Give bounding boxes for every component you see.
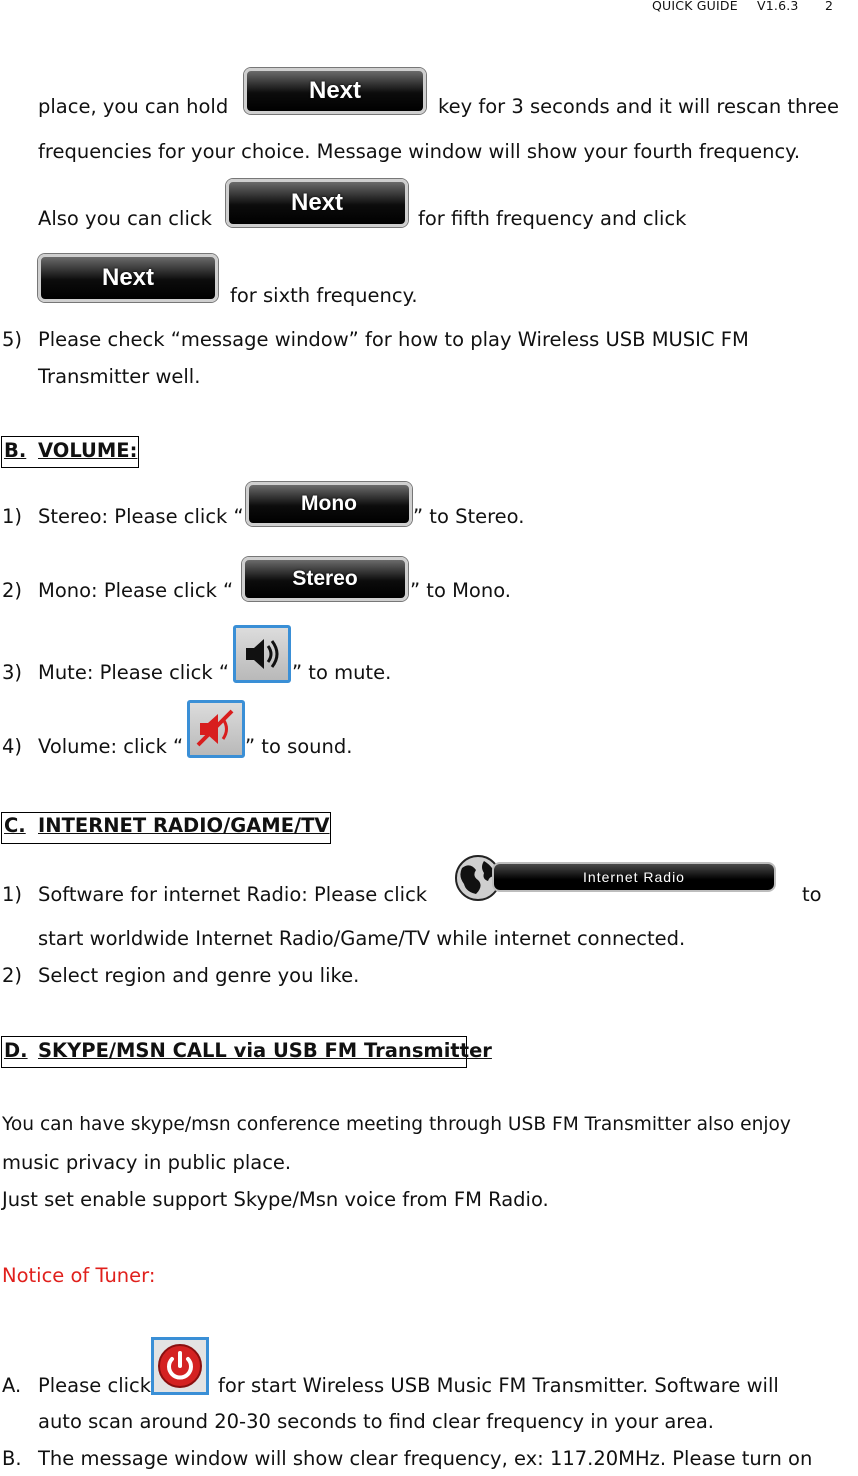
intro-line3-start: Also you can click	[38, 207, 212, 230]
header-page-number: 2	[825, 0, 834, 13]
next-button-label: Next	[290, 189, 344, 216]
skype-paragraph2: Just set enable support Skype/Msn voice from FM Radio.	[2, 1188, 549, 1211]
mute-instruction-text: Mute: Please click “	[38, 661, 229, 684]
section-b-title: VOLUME:	[38, 439, 138, 462]
stereo-instruction-text: Stereo: Please click “	[38, 505, 244, 528]
notice-a-text-start: Please click	[38, 1374, 152, 1397]
list-number: 2)	[2, 964, 23, 987]
stereo-button	[242, 557, 408, 601]
speaker-icon	[233, 625, 291, 683]
mono-button	[246, 482, 412, 526]
internet-radio-label: Internet Radio	[583, 869, 685, 885]
step5-line2: Transmitter well.	[38, 365, 201, 388]
next-button-label: Next	[308, 77, 362, 104]
list-number: 1)	[2, 505, 23, 528]
section-c-letter: C.	[4, 814, 26, 837]
list-number: 3)	[2, 661, 23, 684]
next-button	[226, 179, 408, 227]
section-b-letter: B.	[4, 439, 27, 462]
next-button	[38, 254, 218, 302]
section-d-title: SKYPE/MSN CALL via USB FM Transmitter	[38, 1039, 492, 1062]
section-d-letter: D.	[4, 1039, 28, 1062]
power-icon	[151, 1337, 209, 1395]
notice-a-text-end: for start Wireless USB Music FM Transmitter. Software will	[218, 1374, 779, 1397]
list-letter: A.	[2, 1374, 22, 1397]
next-button	[244, 68, 426, 114]
internet-radio-instruction-text: Software for internet Radio: Please click	[38, 883, 428, 906]
mono-instruction-text: Mono: Please click “	[38, 579, 234, 602]
mono-button-label: Mono	[301, 492, 357, 515]
notice-a-line2: auto scan around 20-30 seconds to find clear frequency in your area.	[38, 1410, 714, 1433]
internet-radio-instruction-line2: start worldwide Internet Radio/Game/TV while internet connected.	[38, 927, 686, 950]
list-number: 4)	[2, 735, 23, 758]
list-number: 1)	[2, 883, 23, 906]
stereo-instruction-end: ” to Stereo.	[413, 505, 525, 528]
select-region-text: Select region and genre you like.	[38, 964, 360, 987]
section-c-title: INTERNET RADIO/GAME/TV	[38, 814, 330, 837]
stereo-button-label: Stereo	[292, 567, 358, 590]
list-number: 5)	[2, 328, 23, 351]
header-version: V1.6.3	[757, 0, 799, 13]
mono-instruction-end: ” to Mono.	[410, 579, 511, 602]
intro-line2: frequencies for your choice. Message window will show your fourth frequency.	[38, 140, 801, 163]
skype-paragraph-line1: You can have skype/msn conference meeting through USB FM Transmitter also enjoy	[2, 1114, 791, 1135]
intro-line1-end: key for 3 seconds and it will rescan three	[438, 95, 839, 118]
list-letter: B.	[2, 1447, 22, 1470]
internet-radio-instruction-end: to	[802, 883, 822, 906]
volume-instruction-end: ” to sound.	[245, 735, 353, 758]
intro-line4: for sixth frequency.	[230, 284, 418, 307]
internet-radio-button	[452, 853, 776, 901]
list-number: 2)	[2, 579, 23, 602]
notice-title: Notice of Tuner:	[2, 1264, 156, 1287]
step5-line1: Please check “message window” for how to play Wireless USB MUSIC FM	[38, 328, 749, 351]
intro-line3-end: for fifth frequency and click	[418, 207, 687, 230]
notice-b-text: The message window will show clear frequency, ex: 117.20MHz. Please turn on	[38, 1447, 813, 1470]
header-title: QUICK GUIDE	[652, 0, 738, 13]
intro-line1-start: place, you can hold	[38, 95, 229, 118]
mute-instruction-end: ” to mute.	[292, 661, 392, 684]
next-button-label: Next	[101, 264, 155, 291]
volume-instruction-text: Volume: click “	[38, 735, 184, 758]
muted-speaker-icon	[187, 700, 245, 758]
skype-paragraph-line2: music privacy in public place.	[2, 1151, 292, 1174]
